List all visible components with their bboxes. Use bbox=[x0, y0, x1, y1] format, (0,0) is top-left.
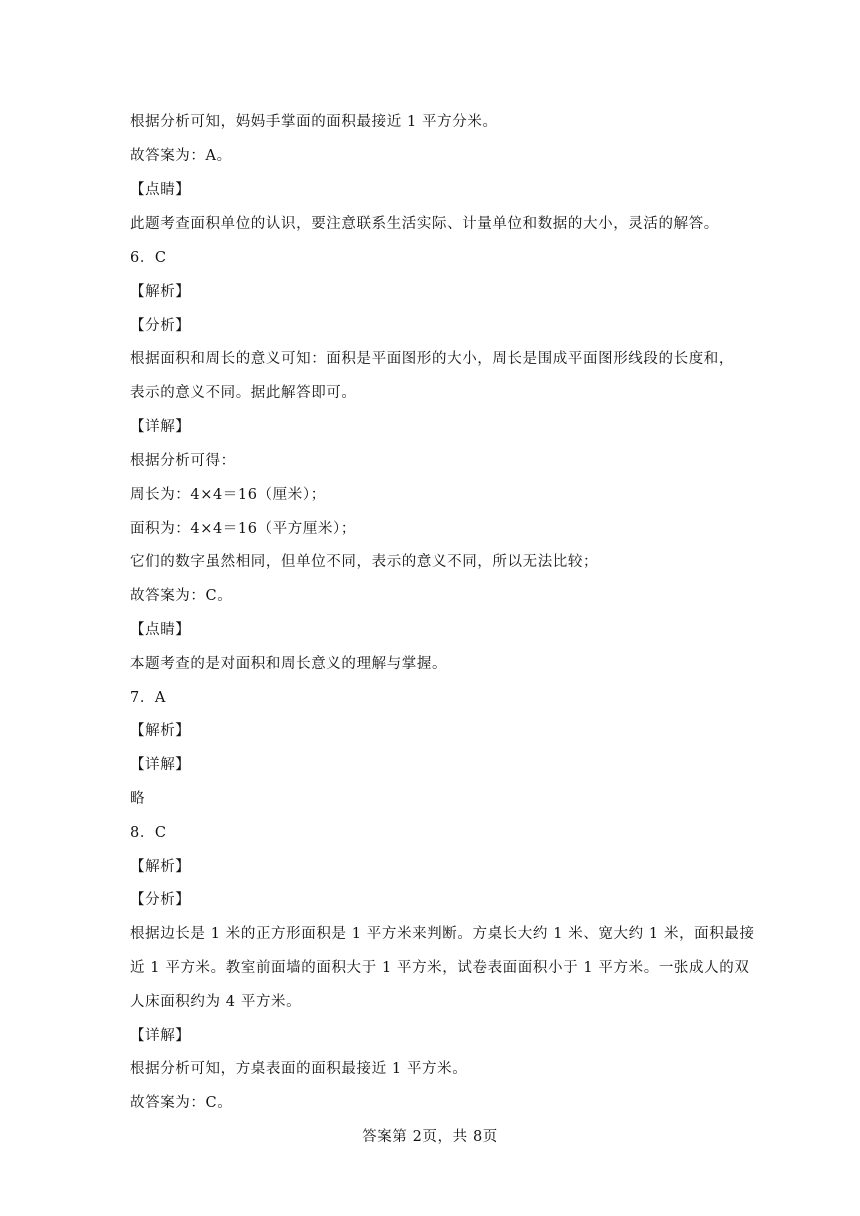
section-heading: 【详解】 bbox=[130, 419, 191, 435]
section-heading: 【点睛】 bbox=[130, 182, 191, 198]
section-heading: 【解析】 bbox=[130, 284, 191, 300]
text-line: 故答案为：C。 bbox=[130, 588, 233, 604]
question-answer: 7．A bbox=[130, 690, 166, 706]
text-line: 根据分析可知，方桌表面的面积最接近 1 平方米。 bbox=[130, 1061, 468, 1077]
text-line: 故答案为：A。 bbox=[130, 148, 232, 164]
text-line: 面积为：4×4＝16（平方厘米）； bbox=[130, 521, 356, 537]
text-line: 本题考查的是对面积和周长意义的理解与掌握。 bbox=[130, 656, 448, 672]
question-answer: 8．C bbox=[130, 825, 167, 841]
text-line: 周长为：4×4＝16（厘米）； bbox=[130, 487, 326, 503]
page-footer: 答案第 2页，共 8页 bbox=[362, 1129, 498, 1145]
section-heading: 【分析】 bbox=[130, 892, 191, 908]
text-line: 根据分析可知，妈妈手掌面的面积最接近 1 平方分米。 bbox=[130, 114, 498, 130]
section-heading: 【解析】 bbox=[130, 859, 191, 875]
section-heading: 【分析】 bbox=[130, 318, 191, 334]
text-line: 此题考查面积单位的认识，要注意联系生活实际、计量单位和数据的大小，灵活的解答。 bbox=[130, 216, 719, 232]
text-line: 人床面积约为 4 平方米。 bbox=[130, 994, 302, 1010]
text-line: 它们的数字虽然相同，但单位不同，表示的意义不同，所以无法比较； bbox=[130, 554, 599, 570]
text-line: 故答案为：C。 bbox=[130, 1095, 233, 1111]
section-heading: 【解析】 bbox=[130, 723, 191, 739]
text-line: 表示的意义不同。据此解答即可。 bbox=[130, 385, 357, 401]
question-answer: 6．C bbox=[130, 250, 167, 266]
text-line: 根据分析可得： bbox=[130, 453, 236, 469]
text-line: 根据面积和周长的意义可知：面积是平面图形的大小，周长是围成平面图形线段的长度和， bbox=[130, 351, 734, 367]
text-line: 近 1 平方米。教室前面墙的面积大于 1 平方米，试卷表面面积小于 1 平方米。一张成人的双 bbox=[130, 960, 750, 976]
section-heading: 【详解】 bbox=[130, 1028, 191, 1044]
section-heading: 【点睛】 bbox=[130, 622, 191, 638]
section-heading: 【详解】 bbox=[130, 757, 191, 773]
text-line: 略 bbox=[130, 791, 146, 807]
text-line: 根据边长是 1 米的正方形面积是 1 平方米来判断。方桌长大约 1 米、宽大约 1 米，面积最接 bbox=[130, 926, 755, 942]
